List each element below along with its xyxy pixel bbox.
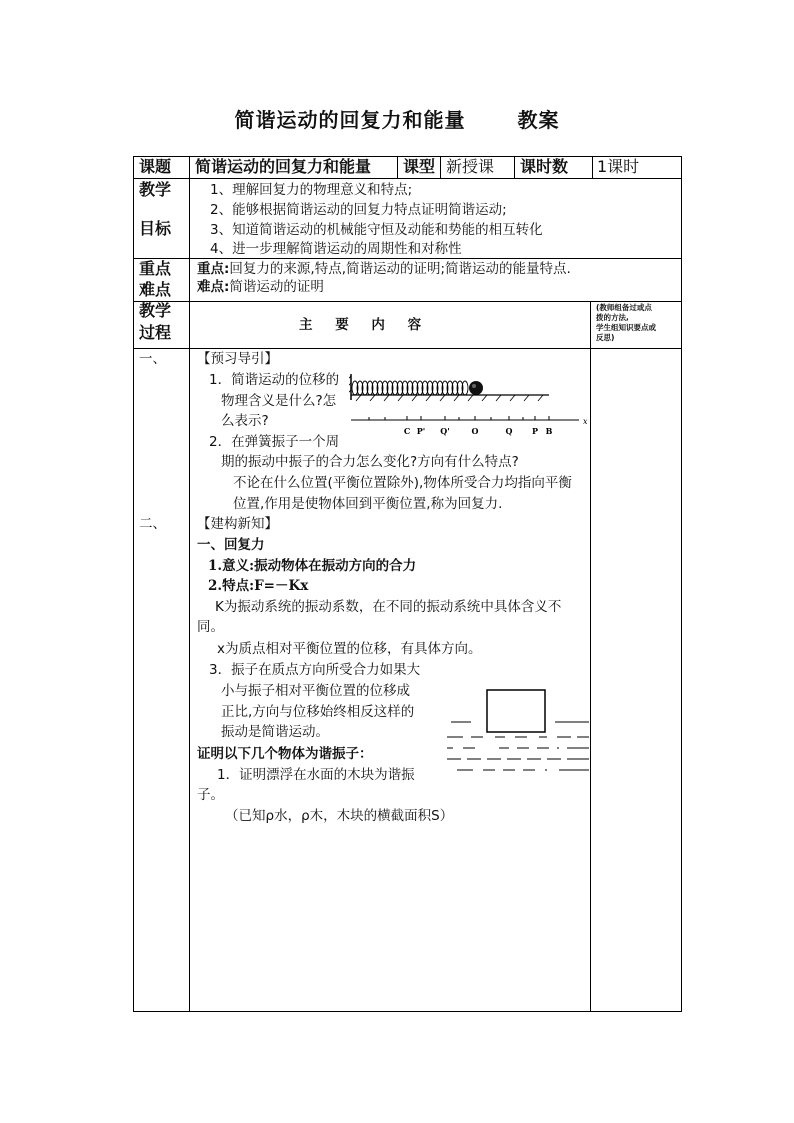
hours-value: 1课时 [597, 157, 640, 176]
point-3: 振动是简谐运动。 [221, 724, 329, 740]
rule [133, 178, 682, 179]
type-key: 课型 [403, 157, 436, 176]
difficult-point: 难点:简谐运动的证明 [197, 279, 324, 295]
goal-item: 1、理解回复力的物理意义和特点; [210, 182, 413, 198]
question-2: 2．在弹簧振子一个周 [209, 434, 340, 450]
axis-name: x [583, 417, 588, 426]
rule [133, 348, 682, 349]
k-explanation: K为振动系统的振动系数，在不同的振动系统中具体含义不 [215, 599, 562, 615]
document-title: 简谐运动的回复力和能量 教案 [234, 108, 560, 132]
rule [133, 258, 682, 259]
rule [133, 156, 134, 1012]
rule [590, 301, 591, 1012]
preview-heading: 【预习导引】 [197, 351, 278, 367]
rule [681, 156, 682, 1012]
axis-label: B [545, 426, 553, 436]
prove-item-1: 1．证明漂浮在水面的木块为谐振 [217, 767, 415, 783]
main-content-heading: 主 要 内 容 [299, 317, 422, 333]
rule [592, 156, 593, 178]
given-condition: （已知ρ水，ρ木，木块的横截面积S） [225, 808, 454, 824]
build-heading: 【建构新知】 [197, 516, 278, 532]
note-line: 反思) [596, 333, 615, 342]
process-key-1: 教学 [139, 301, 172, 320]
note-line: (教师组备过或点 [596, 303, 652, 312]
axis-label: C [403, 426, 411, 436]
type-value: 新授课 [446, 157, 495, 176]
question-1: 1．简谐运动的位移的 [209, 372, 340, 388]
note-line: 学生组知识要点或 [596, 323, 656, 332]
point-3: 3．振子在质点方向所受合力如果大 [209, 662, 421, 678]
axis-label: Q [505, 426, 513, 436]
topic-key: 课题 [139, 157, 172, 176]
prove-heading: 证明以下几个物体为谐振子： [197, 746, 373, 762]
question-1: 物理含义是什么?怎 [221, 393, 337, 409]
note-line: 拨的方法, [596, 313, 629, 322]
answer-2: 位置,作用是使物体回到平衡位置,称为回复力. [233, 496, 503, 512]
rule [440, 156, 441, 178]
rule [133, 301, 682, 302]
rule [133, 1011, 682, 1012]
floating-block-figure [443, 686, 591, 781]
axis-label: P [531, 426, 539, 436]
prove-item-1: 子。 [197, 787, 224, 803]
keys-key-2: 难点 [139, 280, 172, 299]
axis-label: P' [416, 426, 426, 436]
hours-key: 课时数 [520, 157, 569, 176]
meaning-line: 1.意义:振动物体在振动方向的合力 [208, 558, 417, 574]
rule [189, 156, 190, 1012]
k-explanation: 同。 [197, 619, 224, 635]
x-explanation: x为质点相对平衡位置的位移，有具体方向。 [217, 641, 482, 657]
key-point: 重点:回复力的来源,特点,简谐运动的证明;简谐运动的能量特点. [197, 261, 571, 277]
goal-item: 3、知道简谐运动的机械能守恒及动能和势能的相互转化 [210, 222, 543, 238]
goal-item: 2、能够根据简谐运动的回复力特点证明简谐运动; [210, 202, 507, 218]
answer-2: 不论在什么位置(平衡位置除外),物体所受合力均指向平衡 [233, 475, 572, 491]
feature-line: 2.特点:F=－Kx [208, 578, 309, 594]
process-key-2: 过程 [139, 323, 172, 342]
section-heading: 一、回复力 [197, 537, 265, 553]
displacement-axis-figure [349, 414, 589, 440]
goal-item: 4、进一步理解简谐运动的周期性和对称性 [210, 241, 462, 257]
keys-key-1: 重点 [139, 259, 172, 278]
topic-value: 简谐运动的回复力和能量 [195, 157, 372, 176]
point-3: 小与振子相对平衡位置的位移成 [221, 683, 410, 699]
lesson-table [133, 156, 682, 1012]
question-2: 期的振动中振子的合力怎么变化?方向有什么特点? [221, 454, 519, 470]
goals-key-1: 教学 [139, 180, 172, 199]
question-1: 么表示? [221, 413, 269, 429]
axis-label: O [471, 426, 479, 436]
step-one: 一、 [139, 351, 166, 367]
axis-label: Q' [440, 426, 450, 436]
rule [514, 156, 515, 178]
goals-key-2: 目标 [139, 219, 172, 238]
rule [397, 156, 398, 178]
step-two: 二、 [139, 516, 166, 532]
point-3: 正比,方向与位移始终相反这样的 [221, 704, 415, 720]
